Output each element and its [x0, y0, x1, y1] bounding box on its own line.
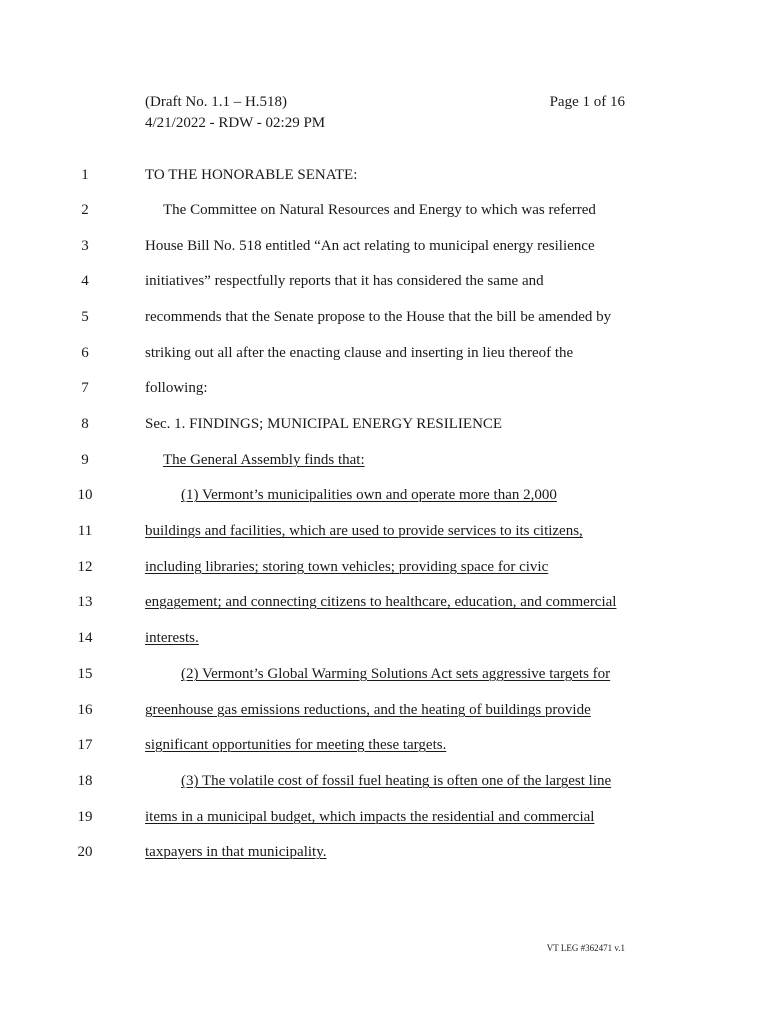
line-text: The Committee on Natural Resources and Energy to which was referred: [163, 202, 596, 218]
line-number: 10: [77, 487, 93, 503]
line-number: 12: [77, 559, 93, 575]
line-number: 5: [81, 309, 89, 325]
line-number: 8: [81, 416, 89, 432]
document-id-footer: VT LEG #362471 v.1: [546, 943, 625, 953]
draft-number: (Draft No. 1.1 – H.518): [145, 94, 288, 110]
line-text: (1) Vermont’s municipalities own and operate more than 2,000: [181, 487, 557, 503]
line-row: [0, 270, 770, 292]
line-row: [0, 377, 770, 399]
line-number: 3: [81, 238, 89, 254]
line-text: striking out all after the enacting clause and inserting in lieu thereof the: [145, 345, 574, 361]
line-number: 15: [77, 666, 93, 682]
line-text: following:: [145, 380, 208, 396]
line-text: including libraries; storing town vehicles; providing space for civic: [145, 559, 549, 575]
page-number: Page 1 of 16: [549, 94, 625, 110]
draft-date-line: 4/21/2022 - RDW - 02:29 PM: [145, 115, 326, 131]
line-row: [0, 199, 770, 221]
line-text: engagement; and connecting citizens to healthcare, education, and commercial: [145, 594, 617, 610]
line-text: initiatives” respectfully reports that it has considered the same and: [145, 273, 544, 289]
line-number: 14: [77, 630, 93, 646]
line-row: [0, 591, 770, 613]
line-text: (3) The volatile cost of fossil fuel heating is often one of the largest line: [181, 773, 612, 789]
section-heading: Sec. 1. FINDINGS; MUNICIPAL ENERGY RESILIENCE: [145, 416, 503, 432]
line-text: items in a municipal budget, which impacts the residential and commercial: [145, 809, 595, 825]
line-row: [0, 342, 770, 364]
line-number: 17: [77, 737, 93, 753]
line-text: The General Assembly finds that:: [163, 452, 365, 468]
line-number: 19: [77, 809, 93, 825]
line-row: [0, 627, 770, 649]
line-row: [0, 556, 770, 578]
line-row: [0, 520, 770, 542]
line-row: [0, 164, 770, 186]
line-number: 20: [77, 844, 93, 860]
line-row: [0, 770, 770, 792]
line-text: (2) Vermont’s Global Warming Solutions Act sets aggressive targets for: [181, 666, 611, 682]
line-row: [0, 306, 770, 328]
line-text: recommends that the Senate propose to the House that the bill be amended by: [145, 309, 612, 325]
line-row: [0, 484, 770, 506]
line-row: [0, 413, 770, 435]
line-number: 6: [81, 345, 89, 361]
line-row: [0, 806, 770, 828]
line-text: House Bill No. 518 entitled “An act relating to municipal energy resilience: [145, 238, 595, 254]
line-row: [0, 663, 770, 685]
line-text: buildings and facilities, which are used to provide services to its citizens,: [145, 523, 583, 539]
line-number: 1: [81, 167, 89, 183]
line-number: 4: [81, 273, 89, 289]
line-number: 2: [81, 202, 89, 218]
line-row: [0, 841, 770, 863]
line-number: 11: [77, 523, 93, 539]
line-row: [0, 235, 770, 257]
line-number: 18: [77, 773, 93, 789]
line-number: 9: [81, 452, 89, 468]
draft-header: [145, 92, 325, 134]
line-row: [0, 449, 770, 471]
line-number: 16: [77, 702, 93, 718]
line-text: taxpayers in that municipality.: [145, 844, 327, 860]
line-number: 7: [81, 380, 89, 396]
line-text: interests.: [145, 630, 199, 646]
line-row: [0, 699, 770, 721]
line-number: 13: [77, 594, 93, 610]
line-text: TO THE HONORABLE SENATE:: [145, 167, 358, 183]
line-text: greenhouse gas emissions reductions, and the heating of buildings provide: [145, 702, 591, 718]
line-text: significant opportunities for meeting these targets.: [145, 737, 447, 753]
line-row: [0, 734, 770, 756]
